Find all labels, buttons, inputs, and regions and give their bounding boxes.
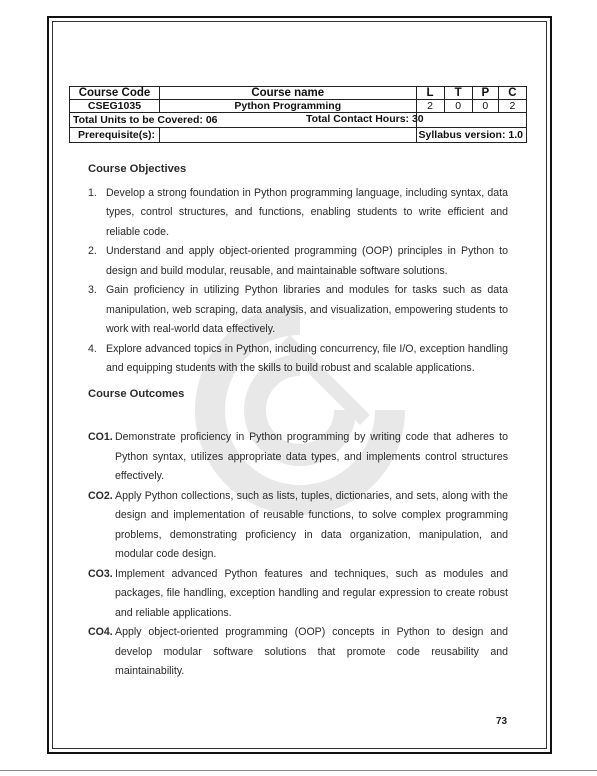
- list-item: [88, 487, 508, 565]
- tutorial-value: 0: [444, 100, 472, 113]
- list-item: [88, 340, 508, 379]
- course-name-header: Course name: [159, 87, 416, 100]
- outcome-text: Apply object-oriented programming (OOP) concepts in Python to design and develop modular software solutions that promote code reusability and maintainability.: [115, 626, 508, 677]
- item-number: 3.: [88, 284, 97, 296]
- item-text: Explore advanced topics in Python, including concurrency, file I/O, exception handling and equipping students with the skills to build robust and scalable applications.: [106, 342, 508, 374]
- prerequisites-value: [159, 128, 416, 143]
- item-text: Gain proficiency in utilizing Python libraries and modules for tasks such as data manipulation, web scraping, data analysis, and visualization, empowering students to work with real-world data effectively.: [106, 284, 508, 335]
- outcome-code: CO1.: [88, 431, 113, 443]
- outcome-code: CO2.: [88, 489, 113, 502]
- bottom-divider: [0, 770, 597, 771]
- objectives-list: [88, 184, 508, 379]
- lecture-value: 2: [416, 100, 444, 113]
- total-contact-hours: Total Contact Hours: 30: [306, 113, 424, 125]
- item-number: 2.: [88, 245, 97, 257]
- list-item: [88, 242, 508, 281]
- item-text: Develop a strong foundation in Python programming language, including syntax, data types, control structures, and functions, enabling students to write efficient and reliable code.: [106, 186, 508, 238]
- outcomes-heading: Course Outcomes: [88, 387, 185, 400]
- lecture-header: L: [416, 87, 444, 100]
- list-item: [88, 565, 508, 624]
- syllabus-version: Syllabus version: 1.0: [416, 128, 526, 143]
- course-code-header: Course Code: [70, 87, 160, 100]
- outcome-code: CO3.: [88, 567, 113, 580]
- list-item: [88, 428, 508, 487]
- item-text: Understand and apply object-oriented programming (OOP) principles in Python to design and build modular, reusable, and maintainable software solutions.: [106, 245, 508, 277]
- units-empty-cell: [416, 113, 526, 128]
- practical-value: 0: [472, 100, 498, 113]
- objectives-heading: Course Objectives: [88, 163, 187, 175]
- list-item: [88, 281, 508, 340]
- practical-header: P: [472, 87, 498, 100]
- tutorial-header: T: [444, 87, 472, 100]
- course-name-value: Python Programming: [159, 100, 416, 113]
- course-code-value: CSEG1035: [70, 100, 160, 113]
- table-row: [70, 128, 527, 143]
- prerequisites-label: Prerequisite(s):: [70, 128, 160, 143]
- credits-value: 2: [498, 100, 526, 113]
- outcome-text: Implement advanced Python features and techniques, such as modules and packages, file handling, exception handling and regular expression to create robust and reliable applications.: [115, 567, 508, 619]
- course-info-table: [69, 86, 527, 143]
- list-item: [88, 623, 508, 682]
- outcome-text: Apply Python collections, such as lists, tuples, dictionaries, and sets, along with the design and implementation of reusable functions, to solve complex programming problems, demonstrating proficiency in data organization, manipulation, and modular code design.: [115, 489, 508, 560]
- table-row: [70, 113, 527, 128]
- item-number: 4.: [88, 342, 97, 355]
- item-number: 1.: [88, 186, 97, 199]
- outcome-code: CO4.: [88, 626, 113, 638]
- outcome-text: Demonstrate proficiency in Python programming by writing code that adheres to Python syntax, utilizes appropriate data types, and implements control structures effectively.: [115, 431, 508, 482]
- table-row: [70, 100, 527, 113]
- total-units: Total Units to be Covered: 06: [73, 114, 218, 126]
- syllabus-content: [88, 160, 508, 682]
- list-item: [88, 184, 508, 243]
- outcomes-list: [88, 428, 508, 682]
- credits-header: C: [498, 87, 526, 100]
- page-number: 73: [496, 716, 508, 727]
- units-cell: [70, 113, 424, 128]
- table-header-row: [70, 87, 527, 100]
